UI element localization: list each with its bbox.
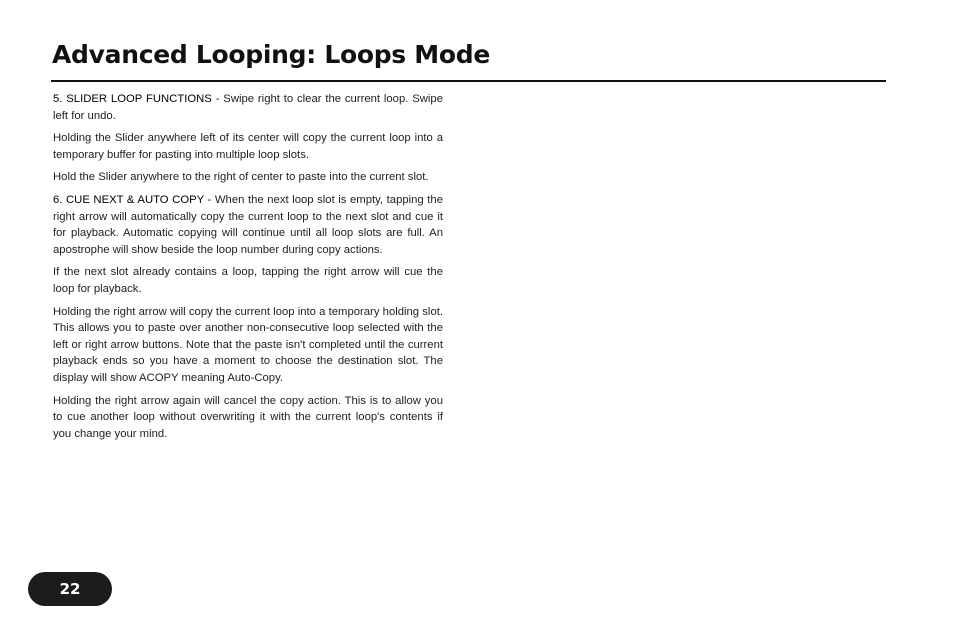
- section-slider-loop-functions: [53, 91, 443, 124]
- section-cue-next-auto-copy: [53, 192, 443, 258]
- section-heading: 5. SLIDER LOOP FUNCTIONS: [53, 93, 212, 105]
- body-paragraph: Holding the right arrow again will cancel the copy action. This is to allow you to cue another loop without overwriting it with the current loop's contents if you change your mind.: [53, 394, 443, 440]
- section-intro-text: - When the next loop slot is empty, tapping the right arrow will automatically copy the current loop to the next slot and cue it for playback. Automatic copying will continue until all loop slots are full. An apostrophe will show beside the loop number during copy actions.: [53, 193, 443, 256]
- section-heading: 6. CUE NEXT & AUTO COPY: [53, 193, 204, 206]
- page-number: 22: [59, 580, 81, 598]
- main-content: [53, 91, 443, 448]
- title-divider: [51, 80, 886, 82]
- page-title: Advanced Looping: Loops Mode: [52, 40, 490, 69]
- body-paragraph: If the next slot already contains a loop, tapping the right arrow will cue the loop for playback.: [53, 266, 443, 295]
- page-number-badge: [28, 572, 112, 606]
- body-paragraph: Holding the right arrow will copy the current loop into a temporary holding slot. This allows you to paste over another non-consecutive loop selected with the left or right arrow buttons. Note that the paste isn't completed until the current playback ends so you have a moment to choose the destination slot. The display will show ACOPY meaning Auto-Copy.: [53, 305, 443, 384]
- body-paragraph: Holding the Slider anywhere left of its center will copy the current loop into a temporary buffer for pasting into multiple loop slots.: [53, 132, 443, 161]
- section-intro-text: - Swipe right to clear the current loop. Swipe left for undo.: [53, 93, 444, 122]
- body-paragraph: Hold the Slider anywhere to the right of center to paste into the current slot.: [53, 171, 429, 184]
